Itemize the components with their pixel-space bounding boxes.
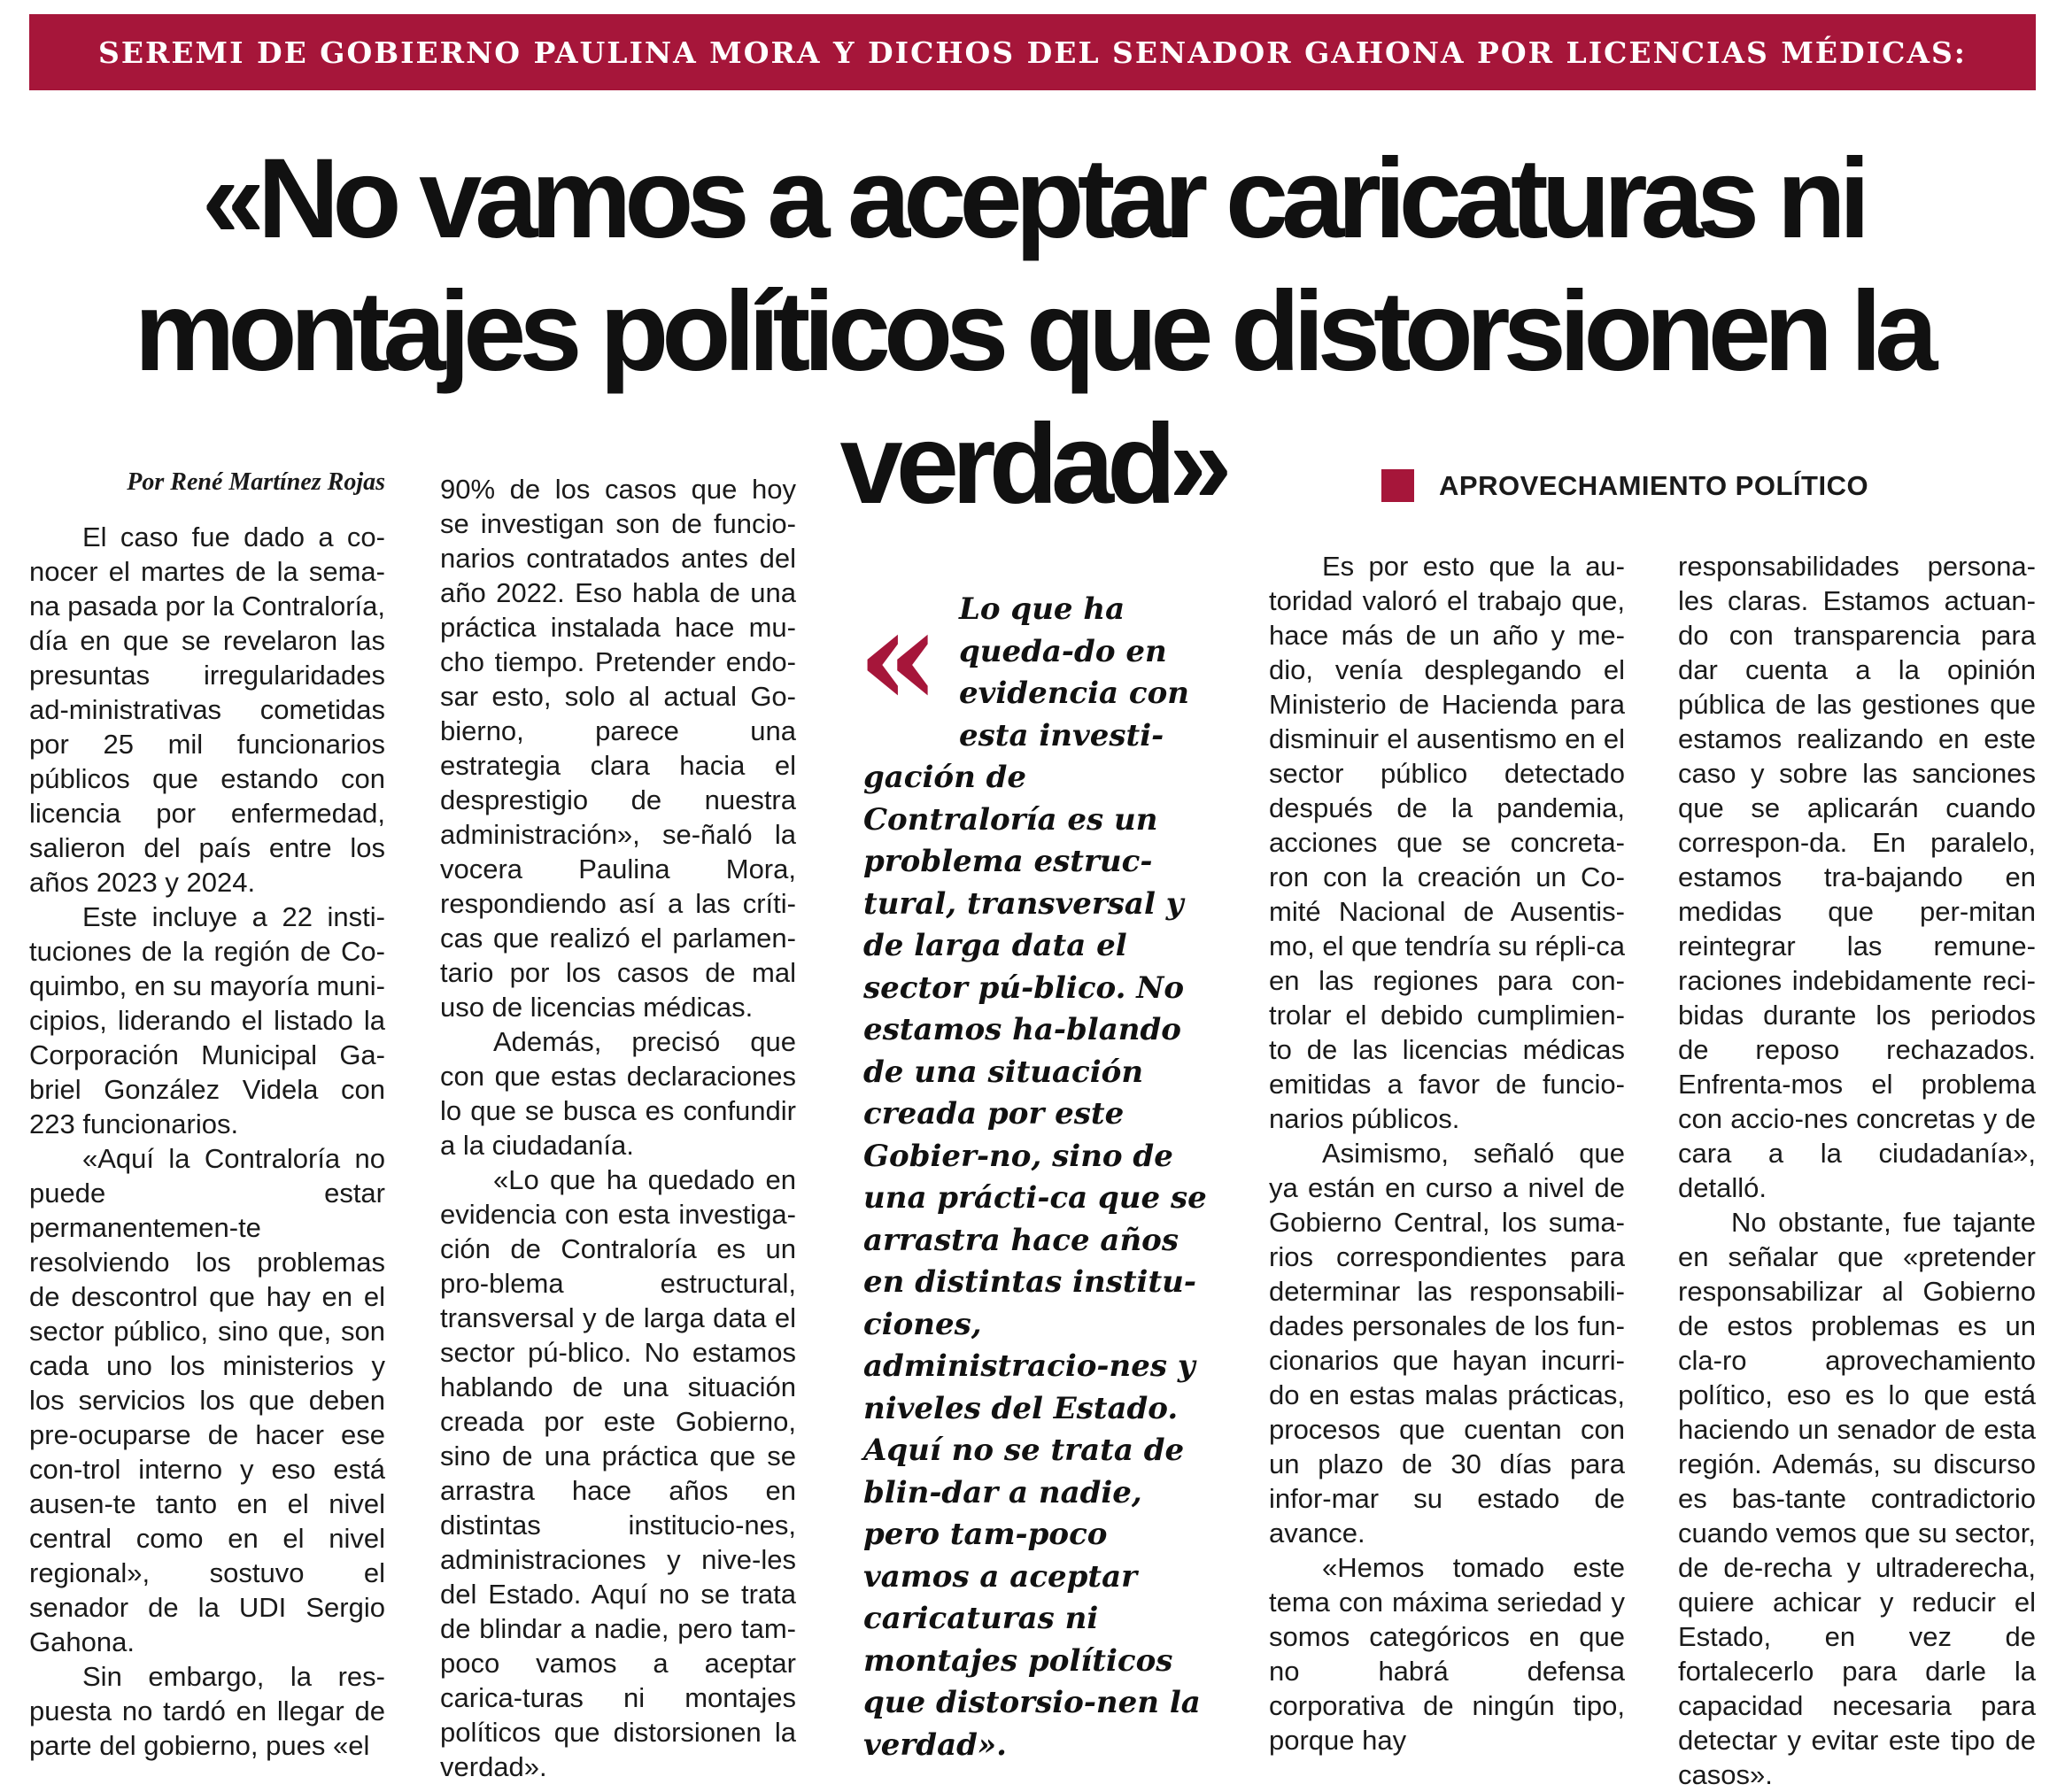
article-column-4: [1269, 549, 1625, 1757]
article-column-5: [1678, 549, 2036, 1792]
paragraph: No obstante, fue tajante en señalar que «pretender responsabilizar al Gobierno de estos problemas es un cla-ro aprovechamiento político, eso es lo que está haciendo un senador de esta región. Además, su discurso es bas-tante contradictorio cuando vemos que su sector, de de-recha y ultraderecha, quiere achicar y reducir el Estado, en vez de fortalecerlo para darle la capacidad necesaria para detectar y evitar este tipo de casos».: [1678, 1207, 2036, 1790]
pull-quote-lead: Lo que ha queda-do en evidencia con esta investi-: [959, 591, 1190, 753]
paragraph: «Hemos tomado este tema con máxima seriedad y somos categóricos en que no habrá defensa corporativa de ningún tipo, porque hay: [1269, 1552, 1625, 1756]
section-square-icon: [1381, 469, 1414, 502]
paragraph: «Aquí la Contraloría no puede estar permanentemen-te resolviendo los problemas de descontrol que hay en el sector público, sino que, son cada uno los ministerios y los servicios los que deben pre-ocuparse de hacer ese con-trol interno y eso está ausen-te tanto en el nivel central como en el nivel regional», sostuvo el senador de la UDI Sergio Gahona.: [29, 1143, 385, 1657]
paragraph-continued: 90% de los casos que hoy se investigan son de funcio-narios contratados antes del año 2022. Eso habla de una práctica instalada hace mu-cho tiempo. Pretender endo-sar esto, solo al actual Go-bierno, parece una estrategia clara hacia el desprestigio de nuestra administración», se-ñaló la vocera Paulina Mora, respondiendo así a las críti-cas que realizó el parlamen-tario por los casos de mal uso de licencias médicas.: [440, 474, 796, 1023]
kicker-banner: [29, 14, 2036, 90]
pull-quote: [863, 589, 1209, 1766]
section-title: APROVECHAMIENTO POLÍTICO: [1439, 469, 1869, 501]
paragraph: Asimismo, señaló que ya están en curso a nivel de Gobierno Central, los suma-rios correspondientes para determinar las responsabili-dades personales de los fun-cionarios que hayan incurri-do en estas malas prácticas, procesos que cuentan con un plazo de 30 días para infor-mar su estado de avance.: [1269, 1138, 1625, 1549]
headline-line-2: montajes políticos que distorsionen la verdad»: [134, 268, 1931, 528]
article-column-2: [440, 472, 796, 1784]
paragraph-continued: responsabilidades persona-les claras. Estamos actuan-do con transparencia para dar cuenta a la opinión pública de las gestiones que estamos realizando en este caso y sobre las sanciones que se aplicarán cuando correspon-da. En paralelo, estamos tra-bajando en medidas que per-mitan reintegrar las remune-raciones indebidamente reci-bidas durante los periodos de reposo rechazados. Enfrenta-mos el problema con accio-nes concretas y de cara a la ciudadanía», detalló.: [1678, 551, 2036, 1203]
paragraph: «Lo que ha quedado en evidencia con esta investiga-ción de Contraloría es un pro-blema estructural, transversal y de larga data el sector pú-blico. No estamos hablando de una situación creada por este Gobierno, sino de una práctica que se arrastra hace años en distintas institucio-nes, administraciones y nive-les del Estado. Aquí no se trata de blindar a nadie, pero tam-poco vamos a aceptar carica-turas ni montajes políticos que distorsionen la verdad».: [440, 1164, 796, 1782]
section-heading: [1381, 469, 1868, 502]
pull-quote-body: gación de Contraloría es un problema estruc-tural, transversal y de larga data el sector pú-blico. No estamos ha-blando de una situación creada por este Gobier-no, sino de una prácti-ca que se arrastra hace años en distintas institu-ciones, administracio-nes y niveles del Estado. Aquí no se trata de blin-dar a nadie, pero tam-poco vamos a aceptar caricaturas ni montajes políticos que distorsio-nen la verdad».: [863, 760, 1207, 1763]
paragraph: Este incluye a 22 insti-tuciones de la región de Co-quimbo, en su mayoría muni-cipios, liderando el listado la Corporación Municipal Ga-briel González Videla con 223 funcionarios.: [29, 901, 385, 1139]
paragraph: Sin embargo, la res-puesta no tardó en llegar de parte del gobierno, pues «el: [29, 1661, 385, 1761]
paragraph: El caso fue dado a co-nocer el martes de la sema-na pasada por la Contraloría, día en que se revelaron las presuntas irregularidades ad-ministrativas cometidas por 25 mil funcionarios públicos que estando con licencia por enfermedad, salieron del país entre los años 2023 y 2024.: [29, 521, 385, 898]
kicker-text: SEREMI DE GOBIERNO PAULINA MORA Y DICHOS DEL SENADOR GAHONA POR LICENCIAS MÉDICAS:: [97, 35, 1967, 70]
paragraph: Además, precisó que con que estas declaraciones lo que se busca es confundir a la ciudadanía.: [440, 1026, 796, 1161]
quote-mark-icon: «: [857, 580, 940, 736]
paragraph: Es por esto que la au-toridad valoró el trabajo que, hace más de un año y me-dio, venía desplegando el Ministerio de Hacienda para disminuir el ausentismo en el sector público detectado después de la pandemia, acciones que se concreta-ron con la creación un Co-mité Nacional de Ausentis-mo, el que tendría su répli-ca en las regiones para con-trolar el debido cumplimien-to de las licencias médicas emitidas a favor de funcio-narios públicos.: [1269, 551, 1625, 1134]
byline: Por René Martínez Rojas: [127, 468, 385, 496]
article-column-1: [29, 465, 385, 1763]
headline-line-1: «No vamos a aceptar caricaturas ni: [201, 135, 1864, 262]
